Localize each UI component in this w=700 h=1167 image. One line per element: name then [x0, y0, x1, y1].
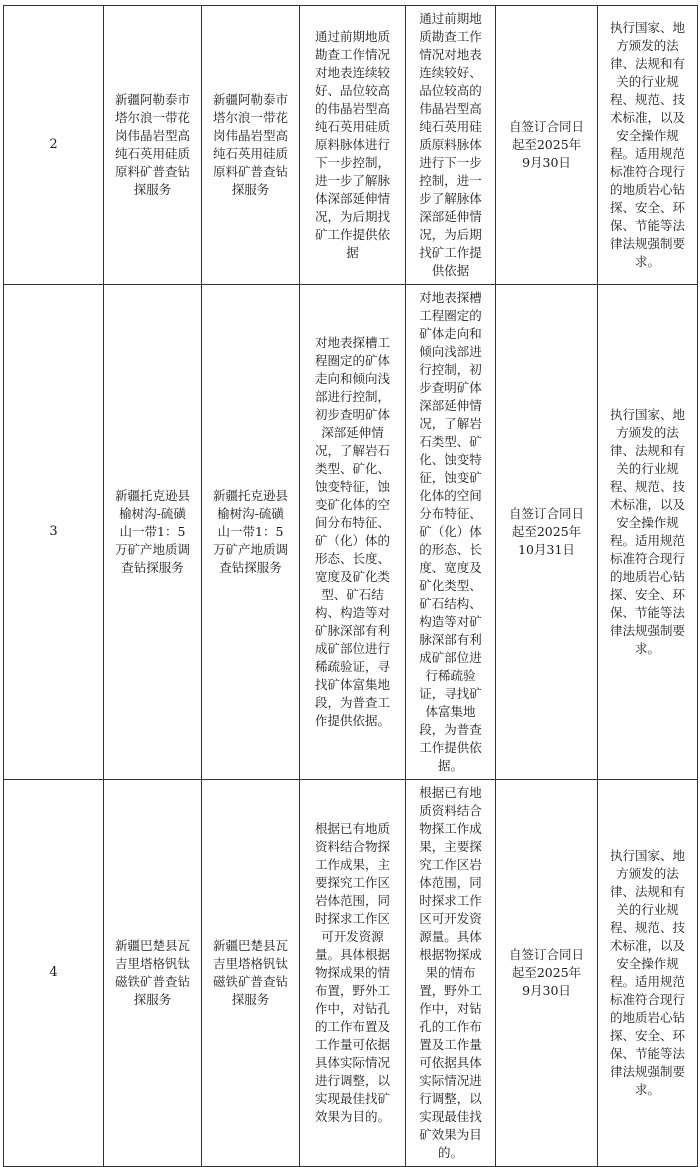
row-number: 2: [4, 6, 104, 285]
work-content-detail: 根据已有地质资料结合物探工作成果，主要探究工作区岩体范围，同时探求工作区可开发资源量。具体根据物探成果的情布置，野外工作中，对钻孔的工作布置及工作量可依据具体实际情况进行调整，以实现最佳找矿效果为目的。: [406, 780, 496, 1167]
service-deadline: 自签订合同日起至2025年9月30日: [496, 6, 598, 285]
table-row: [4, 780, 698, 1167]
work-content: 对地表探槽工程圈定的矿体走向和倾向浅部进行控制，初步查明矿体深部延伸情况，了解岩石类型、矿化、蚀变特征，蚀变矿化体的空间分布特征、矿（化）体的形态、长度、宽度及矿化类型、矿石结构、构造等对矿脉深部有利成矿部位进行稀疏验证，寻找矿体富集地段，为普查工作提供依据。: [300, 285, 406, 780]
service-requirements: 执行国家、地方颁发的法律、法规和有关的行业规程、规范、技术标准，以及安全操作规程。适用规范标准符合现行的地质岩心钻探、安全、环保、节能等法律法规强制要求。: [598, 285, 698, 780]
service-deadline: 自签订合同日起至2025年10月31日: [496, 285, 598, 780]
work-content: 根据已有地质资料结合物探工作成果，主要探究工作区岩体范围，同时探求工作区可开发资源量。具体根据物探成果的情布置，野外工作中，对钻孔的工作布置及工作量可依据具体实际情况进行调整，以实现最佳找矿效果为目的。: [300, 780, 406, 1167]
table-row: [4, 6, 698, 285]
service-name: 新疆阿勒泰市塔尔浪一带花岗伟晶岩型高纯石英用硅质原料矿普查钻探服务: [202, 6, 300, 285]
work-content-detail: 通过前期地质勘查工作情况对地表连续较好、品位较高的伟晶岩型高纯石英用硅质原料脉体进行下一步控制，进一步了解脉体深部延伸情况，为后期找矿工作提供依据: [406, 6, 496, 285]
service-requirements: 执行国家、地方颁发的法律、法规和有关的行业规程、规范、技术标准，以及安全操作规程。适用规范标准符合现行的地质岩心钻探、安全、环保、节能等法律法规强制要求。: [598, 780, 698, 1167]
row-number: 3: [4, 285, 104, 780]
work-content: 通过前期地质勘查工作情况对地表连续较好、品位较高的伟晶岩型高纯石英用硅质原料脉体进行下一步控制，进一步了解脉体深部延伸情况，为后期找矿工作提供依据: [300, 6, 406, 285]
project-name: 新疆托克逊县榆树沟-硫磺山一带1：5万矿产地质调查钻探服务: [104, 285, 202, 780]
service-name: 新疆托克逊县榆树沟-硫磺山一带1：5万矿产地质调查钻探服务: [202, 285, 300, 780]
project-name: 新疆阿勒泰市塔尔浪一带花岗伟晶岩型高纯石英用硅质原料矿普查钻探服务: [104, 6, 202, 285]
work-content-detail: 对地表探槽工程圈定的矿体走向和倾向浅部进行控制，初步查明矿体深部延伸情况，了解岩石类型、矿化、蚀变特征，蚀变矿化体的空间分布特征、矿（化）体的形态、长度、宽度及矿化类型、矿石结构、构造等对矿脉深部有利成矿部位进行稀疏验证，寻找矿体富集地段，为普查工作提供依据。: [406, 285, 496, 780]
row-number: 4: [4, 780, 104, 1167]
project-name: 新疆巴楚县瓦吉里塔格钒钛磁铁矿普查钻探服务: [104, 780, 202, 1167]
procurement-table: [3, 5, 698, 1167]
service-requirements: 执行国家、地方颁发的法律、法规和有关的行业规程、规范、技术标准，以及安全操作规程。适用规范标准符合现行的地质岩心钻探、安全、环保、节能等法律法规强制要求。: [598, 6, 698, 285]
service-deadline: 自签订合同日起至2025年9月30日: [496, 780, 598, 1167]
service-name: 新疆巴楚县瓦吉里塔格钒钛磁铁矿普查钻探服务: [202, 780, 300, 1167]
table-row: [4, 285, 698, 780]
